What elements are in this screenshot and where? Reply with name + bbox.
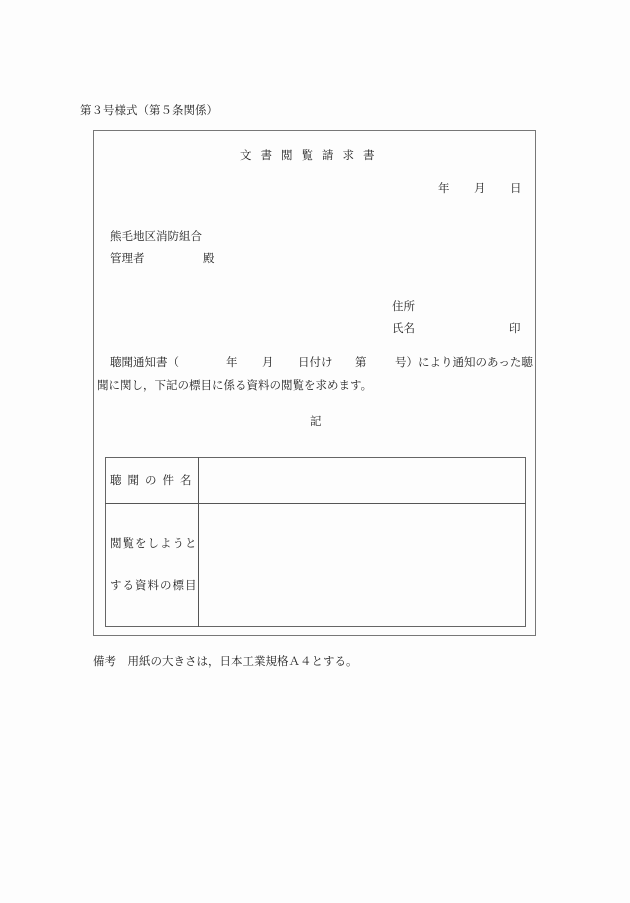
materials-label-line1: 閲覧をしようと [110,536,198,550]
hearing-subject-field[interactable] [200,458,524,502]
body-line2: 聞に関し，下記の標目に係る資料の閲覧を求めます。 [97,378,373,392]
materials-field[interactable] [200,505,524,625]
date-year[interactable]: 年 [438,181,450,195]
ki-label: 記 [310,414,322,428]
body-start: 聴聞通知書（ [110,355,179,369]
body-number-prefix[interactable]: 第 [355,355,367,369]
document-title: 文書閲覧請求書 [240,148,384,162]
addressee-honorific: 殿 [203,251,215,265]
body-end: 号）により通知のあった聴 [395,355,533,369]
body-month[interactable]: 月 [262,355,274,369]
form-number: 第３号様式（第５条関係） [80,103,218,117]
body-year[interactable]: 年 [226,355,238,369]
addressee-organization: 熊毛地区消防組合 [110,229,202,243]
materials-label-line2: する資料の標目 [110,578,198,592]
date-day[interactable]: 日 [510,181,522,195]
addressee-role: 管理者 [110,251,145,265]
date-month[interactable]: 月 [474,181,486,195]
name-label[interactable]: 氏名 [392,321,415,335]
seal-mark: 印 [509,321,521,335]
body-day[interactable]: 日付け [298,355,333,369]
hearing-subject-label: 聴聞の件名 [110,473,198,487]
address-label[interactable]: 住所 [392,299,415,313]
remarks-note: 備考 用紙の大きさは，日本工業規格Ａ４とする。 [93,654,358,668]
